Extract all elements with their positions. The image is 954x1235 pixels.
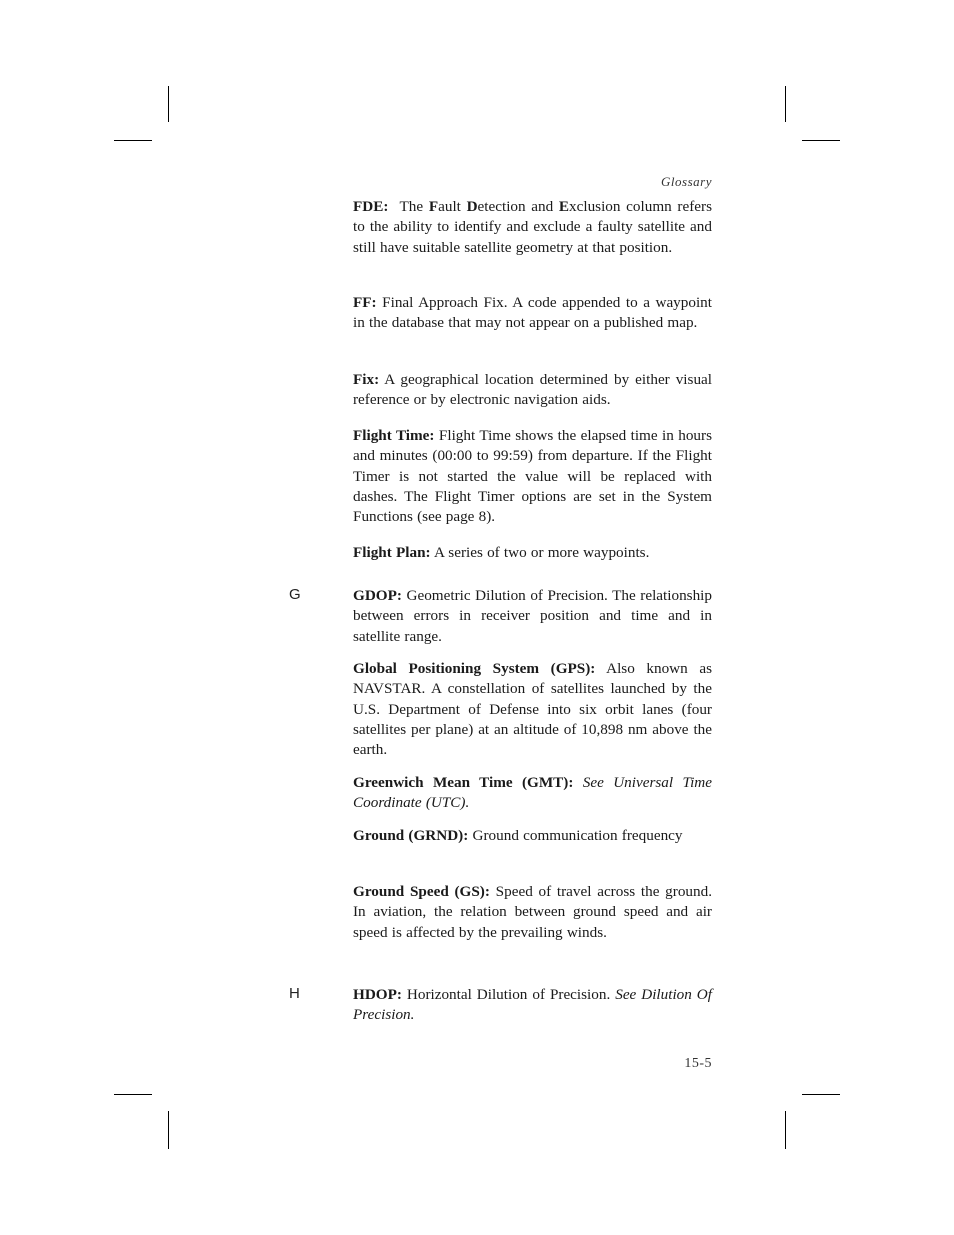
entry-term: FDE: [353,198,389,215]
entry-definition: ault [438,198,467,215]
entry-term: Ground (GRND): [353,827,469,844]
running-header: Glossary [661,174,712,189]
entry-definition: etection and [477,198,559,215]
entry-definition: Horizontal Dilution of Precision. [401,986,616,1003]
crop-mark-bottom-left-horizontal [114,1094,152,1095]
glossary-entry-fix [353,370,712,411]
acronym-letter-d: D [466,198,478,215]
glossary-entry-gmt [353,773,712,814]
entry-definition: Also known as NAVSTAR. A constellation of satellites launched by the U.S. Department of Defense into six orbit lanes (four satellites per plane) at an altitude of 10,898 nm above the earth. [353,660,712,759]
crop-mark-bottom-left-vertical [168,1111,169,1149]
glossary-entry-hdop [353,985,712,1026]
entry-cross-reference: See Dilution Of Precision. [353,986,712,1024]
entry-term: Fix: [353,371,380,388]
entry-definition: Geometric Dilution of Precision. The relationship between errors in receiver position and time and in satellite range. [353,587,712,645]
entry-definition: Ground communication frequency [468,827,683,844]
glossary-entry-ff [353,293,712,334]
entry-term: GDOP: [353,587,402,604]
glossary-entry-gps [353,659,712,760]
entry-definition: Flight Time shows the elapsed time in hours and minutes (00:00 to 99:59) from departure. If the Flight Timer is not started the value will be replaced with dashes. The Flight Timer options are set in the System Functions (see page 8). [353,427,712,526]
entry-cross-reference: See Universal Time Coordinate (UTC). [353,774,712,812]
entry-term: Flight Time: [353,427,435,444]
section-letter-h: H [289,985,300,1002]
entry-term: FF: [353,294,377,311]
crop-mark-top-right-vertical [785,86,786,122]
entry-term: Flight Plan: [353,544,431,561]
crop-mark-top-left-vertical [168,86,169,122]
crop-mark-top-left-horizontal [114,140,152,141]
entry-definition: A series of two or more waypoints. [430,544,650,561]
entry-definition: Final Approach Fix. A code appended to a waypoint in the database that may not appear on a published map. [353,294,712,332]
page-number: 15-5 [684,1056,712,1071]
acronym-letter-e: E [558,198,570,215]
entry-term: HDOP: [353,986,402,1003]
section-letter-g: G [289,586,301,603]
glossary-entry-flight-time [353,426,712,527]
crop-mark-top-right-horizontal [802,140,840,141]
glossary-entry-gs [353,882,712,943]
glossary-entry-grnd [353,826,712,846]
crop-mark-bottom-right-vertical [785,1111,786,1149]
entry-definition: xclusion column refers to the ability to identify and exclude a faulty satellite and still have suitable satellite geometry at that position. [353,198,712,256]
glossary-entry-fde [353,197,712,258]
entry-definition: The [388,198,429,215]
entry-term: Global Positioning System (GPS): [353,660,596,677]
acronym-letter-f: F [428,198,439,215]
glossary-entry-gdop [353,586,712,647]
entry-term: Greenwich Mean Time (GMT): [353,774,574,791]
entry-term: Ground Speed (GS): [353,883,490,900]
entry-definition: A geographical location determined by either visual reference or by electronic navigation aids. [353,371,712,409]
glossary-entry-flight-plan [353,543,712,563]
crop-mark-bottom-right-horizontal [802,1094,840,1095]
entry-definition: Speed of travel across the ground. In aviation, the relation between ground speed and air speed is affected by the prevailing winds. [353,883,712,941]
